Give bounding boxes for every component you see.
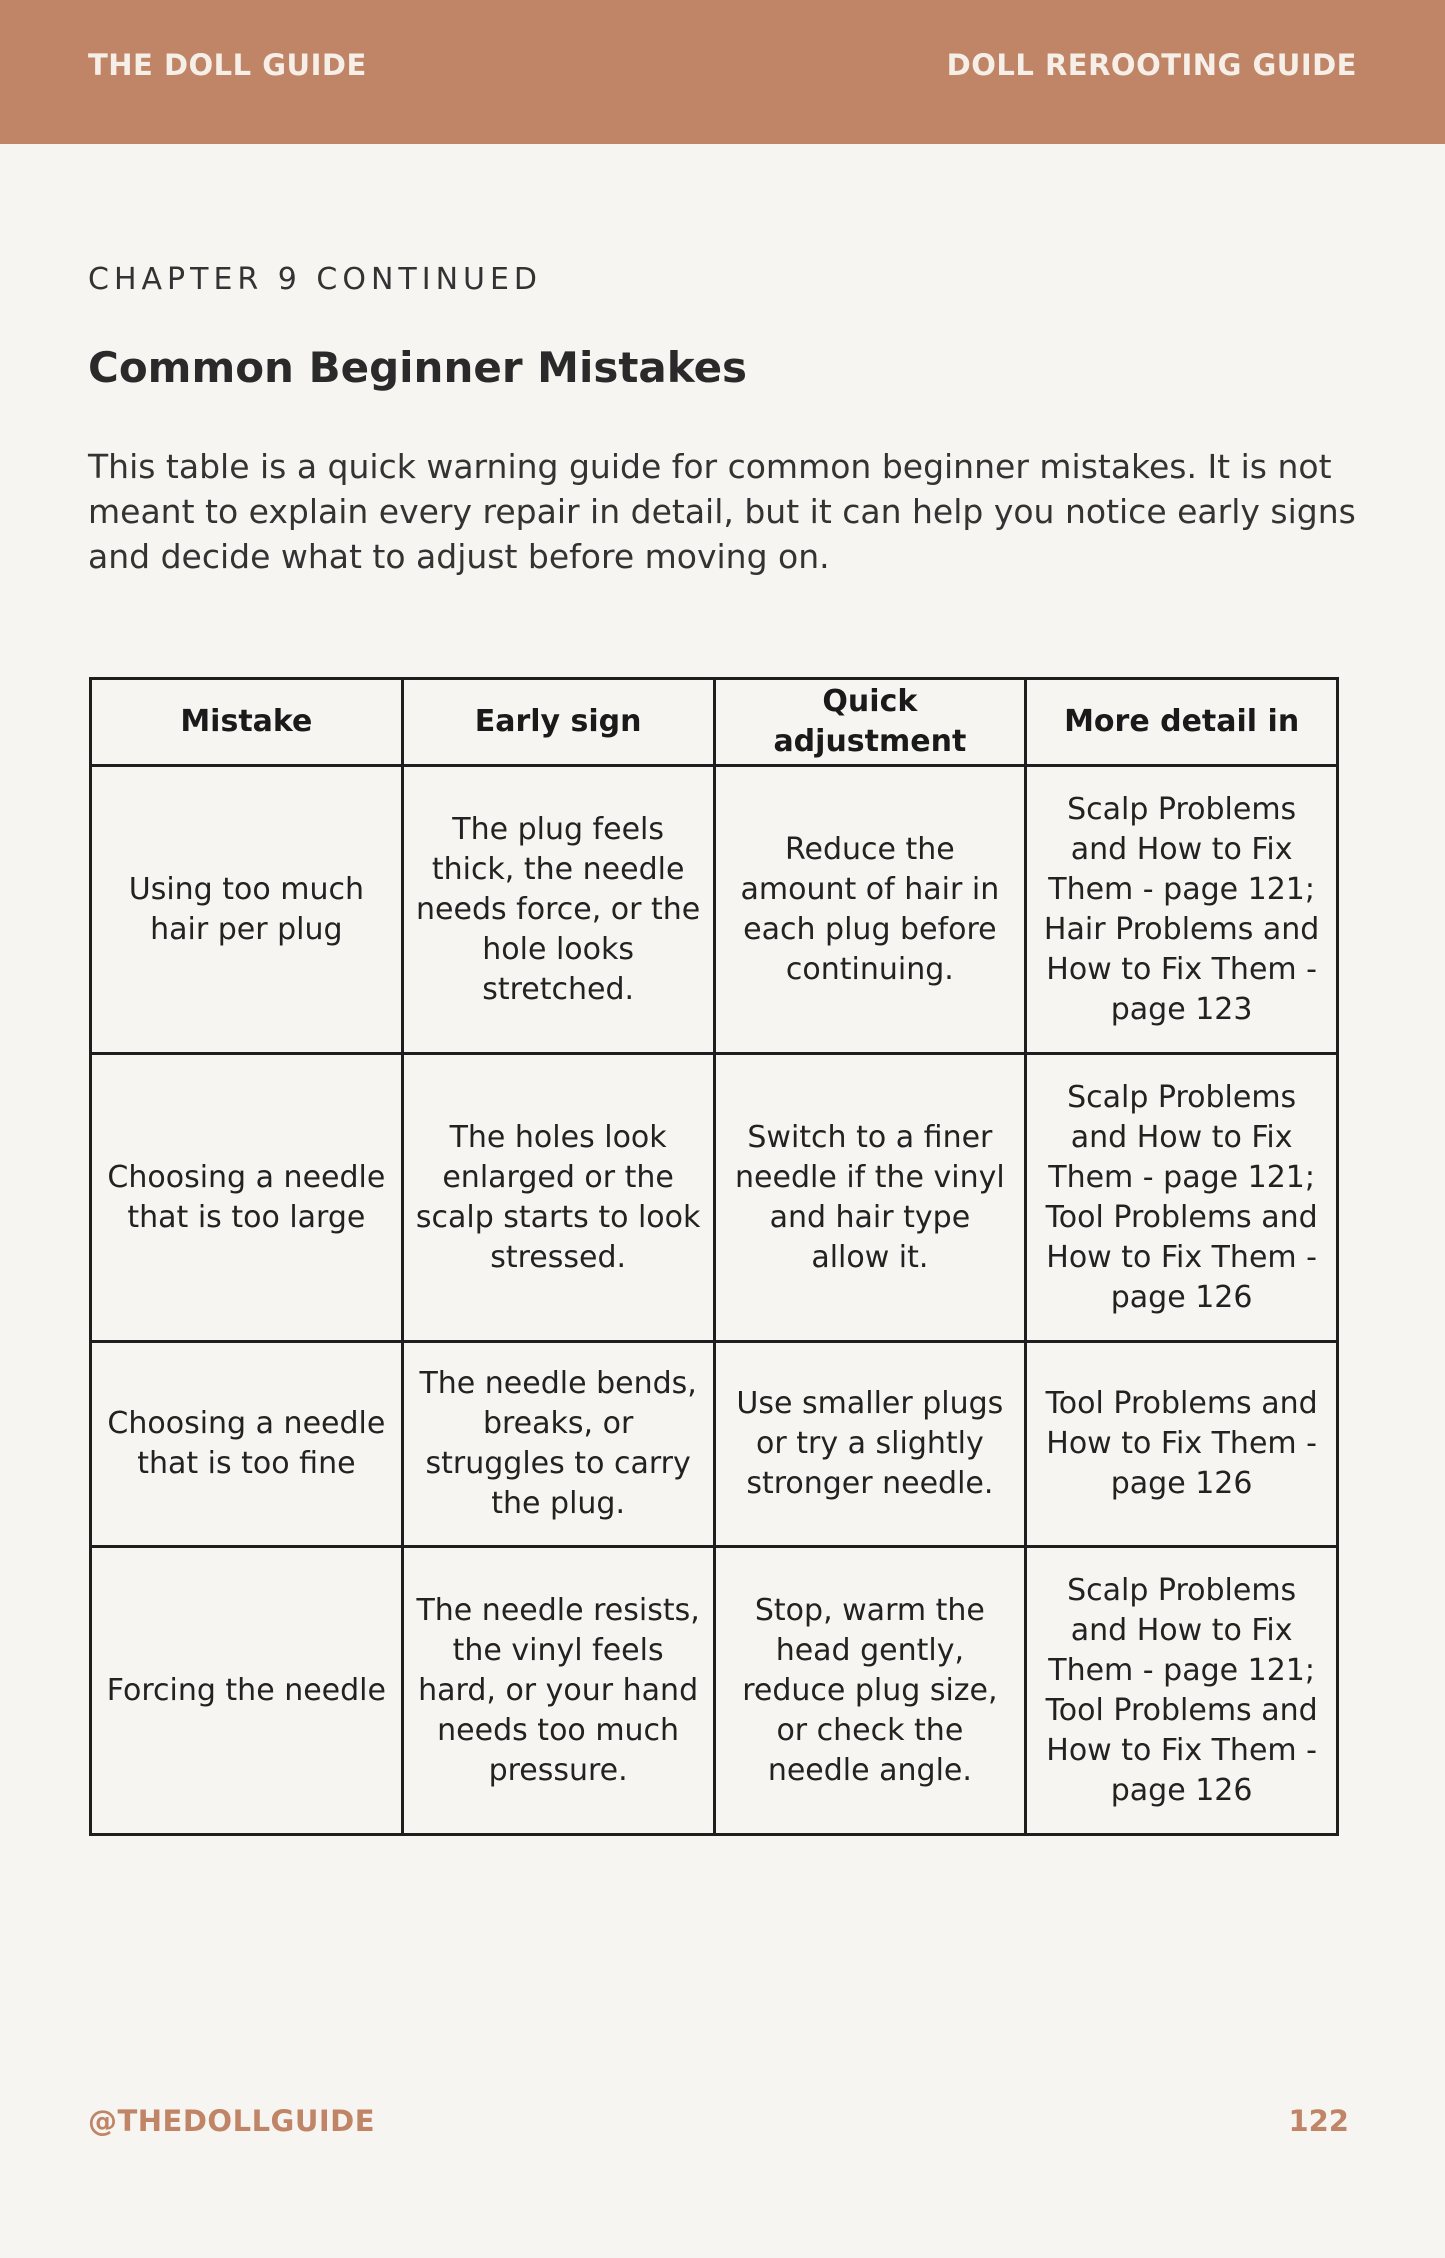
table-cell-early-sign: The holes look enlarged or the scalp starts to look stressed. — [402, 1054, 714, 1342]
header-brand: THE DOLL GUIDE — [88, 48, 367, 82]
page-title: Common Beginner Mistakes — [88, 343, 748, 392]
table-cell-early-sign: The plug feels thick, the needle needs force, or the hole looks stretched. — [402, 766, 714, 1054]
table-row — [91, 1054, 1338, 1342]
table-cell-more-detail: Scalp Problems and How to Fix Them - page 121; Hair Problems and How to Fix Them - page 123 — [1026, 766, 1338, 1054]
mistakes-table — [89, 677, 1339, 1836]
table-cell-quick-adjustment: Stop, warm the head gently, reduce plug size, or check the needle angle. — [714, 1547, 1026, 1835]
table-cell-quick-adjustment: Reduce the amount of hair in each plug before continuing. — [714, 766, 1026, 1054]
table-cell-early-sign: The needle bends, breaks, or struggles to carry the plug. — [402, 1342, 714, 1547]
table-cell-more-detail: Tool Problems and How to Fix Them - page 126 — [1026, 1342, 1338, 1547]
table-row — [91, 1342, 1338, 1547]
table-row — [91, 1547, 1338, 1835]
table-cell-more-detail: Scalp Problems and How to Fix Them - page 121; Tool Problems and How to Fix Them - page 126 — [1026, 1547, 1338, 1835]
table-cell-mistake: Choosing a needle that is too fine — [91, 1342, 403, 1547]
table-header-row — [91, 679, 1338, 766]
header-guide-title: DOLL REROOTING GUIDE — [946, 48, 1357, 82]
page-number: 122 — [1288, 2104, 1349, 2138]
table-cell-more-detail: Scalp Problems and How to Fix Them - page 121; Tool Problems and How to Fix Them - page 126 — [1026, 1054, 1338, 1342]
table-cell-quick-adjustment: Use smaller plugs or try a slightly stronger needle. — [714, 1342, 1026, 1547]
page-header — [0, 0, 1445, 144]
table-row — [91, 766, 1338, 1054]
table-cell-early-sign: The needle resists, the vinyl feels hard, or your hand needs too much pressure. — [402, 1547, 714, 1835]
footer-handle: @THEDOLLGUIDE — [88, 2104, 376, 2138]
chapter-label: CHAPTER 9 CONTINUED — [88, 262, 543, 297]
table-cell-mistake: Forcing the needle — [91, 1547, 403, 1835]
column-header-quick-adjustment: Quick adjustment — [714, 679, 1026, 766]
table-cell-quick-adjustment: Switch to a finer needle if the vinyl and hair type allow it. — [714, 1054, 1026, 1342]
table-cell-mistake: Using too much hair per plug — [91, 766, 403, 1054]
column-header-early-sign: Early sign — [402, 679, 714, 766]
table-cell-mistake: Choosing a needle that is too large — [91, 1054, 403, 1342]
column-header-mistake: Mistake — [91, 679, 403, 766]
intro-paragraph: This table is a quick warning guide for common beginner mistakes. It is not meant to explain every repair in detail, but it can help you notice early signs and decide what to adjust before moving on. — [88, 447, 1356, 576]
column-header-more-detail: More detail in — [1026, 679, 1338, 766]
